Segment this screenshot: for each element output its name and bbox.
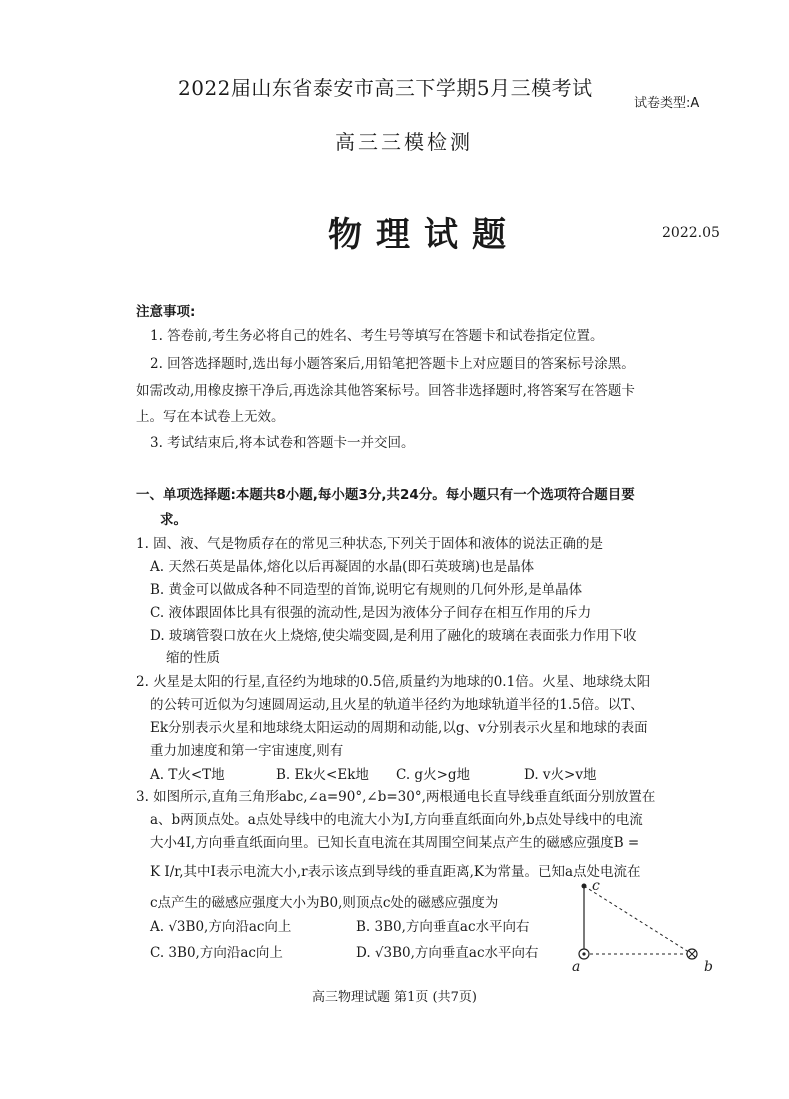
q3-option-c: C. 3B0,方向沿ac向上 <box>150 945 283 961</box>
q3-stem-line-4: K I/r,其中I表示电流大小,r表示该点到导线的垂直距离,K为常量。已知a点处电流在 <box>150 864 641 880</box>
q2-stem-line-1: 2. 火星是太阳的行星,直径约为地球的0.5倍,质量约为地球的0.1倍。火星、地球绕太阳 <box>136 674 651 690</box>
exam-subtitle: 高三三模检测 <box>335 130 473 154</box>
section-heading-line-2: 求。 <box>160 512 187 528</box>
section-heading-line-1: 一、单项选择题:本题共8小题,每小题3分,共24分。每小题只有一个选项符合题目要 <box>136 487 635 503</box>
q3-stem-line-1: 3. 如图所示,直角三角形abc,∠a=90°,∠b=30°,两根通电长直导线垂直纸面分别放置在 <box>136 789 656 805</box>
page-footer: 高三物理试题 第1页 (共7页) <box>312 990 477 1005</box>
q3-stem-line-3: 大小4I,方向垂直纸面向里。已知长直电流在其周围空间某点产生的磁感应强度B = <box>150 835 640 851</box>
q2-stem-line-2: 的公转可近似为匀速圆周运动,且火星的轨道半径约为地球轨道半径的1.5倍。以T、 <box>150 697 644 713</box>
q1-option-d-line-1: D. 玻璃管裂口放在火上烧熔,使尖端变圆,是利用了融化的玻璃在表面张力作用下收 <box>150 628 637 644</box>
exam-title: 2022届山东省泰安市高三下学期5月三模考试 <box>178 76 593 100</box>
q2-option-a: A. T火<T地 <box>150 767 225 783</box>
vertex-a-label: a <box>572 959 581 975</box>
notes-item-1: 1. 答卷前,考生务必将自己的姓名、考生号等填写在答题卡和试卷指定位置。 <box>150 328 604 344</box>
paper-type-label: 试卷类型:A <box>634 96 700 111</box>
vertex-b-label: b <box>704 959 713 975</box>
q3-stem-line-5: c点产生的磁感应强度大小为B0,则顶点c处的磁感应强度为 <box>150 895 499 911</box>
q2-stem-line-4: 重力加速度和第一宇宙速度,则有 <box>150 743 344 759</box>
subject-title: 物理试题 <box>328 215 520 255</box>
notes-item-2-line-1: 2. 回答选择题时,选出每小题答案后,用铅笔把答题卡上对应题目的答案标号涂黑。 <box>150 356 635 372</box>
current-in-icon <box>687 949 697 959</box>
q2-stem-line-3: Ek分别表示火星和地球绕太阳运动的周期和动能,以g、v分别表示火星和地球的表面 <box>150 720 648 736</box>
q3-option-b: B. 3B0,方向垂直ac水平向右 <box>356 919 530 935</box>
q1-option-d-line-2: 缩的性质 <box>166 650 220 666</box>
current-out-icon <box>579 949 589 959</box>
notes-item-2-line-2: 如需改动,用橡皮擦干净后,再选涂其他答案标号。回答非选择题时,将答案写在答题卡 <box>136 383 635 399</box>
q3-option-a: A. √3B0,方向沿ac向上 <box>150 919 292 935</box>
q1-option-a: A. 天然石英是晶体,熔化以后再凝固的水晶(即石英玻璃)也是晶体 <box>150 559 535 575</box>
q2-option-c: C. g火>g地 <box>396 767 471 783</box>
notes-heading: 注意事项: <box>136 304 196 320</box>
vertex-c-label: c <box>592 878 600 894</box>
notes-item-3: 3. 考试结束后,将本试卷和答题卡一并交回。 <box>150 435 415 451</box>
q2-option-d: D. v火>v地 <box>524 767 597 783</box>
q2-option-b: B. Ek火<Ek地 <box>276 767 369 783</box>
q3-option-d: D. √3B0,方向垂直ac水平向右 <box>356 945 539 961</box>
q1-option-c: C. 液体跟固体比具有很强的流动性,是因为液体分子间存在相互作用的斥力 <box>150 605 592 621</box>
q1-option-b: B. 黄金可以做成各种不同造型的首饰,说明它有规则的几何外形,是单晶体 <box>150 582 583 598</box>
vertex-c-dot <box>582 884 587 889</box>
q3-stem-line-2: a、b两顶点处。a点处导线中的电流大小为I,方向垂直纸面向外,b点处导线中的电流 <box>150 812 643 828</box>
exam-date: 2022.05 <box>662 225 720 241</box>
triangle-figure <box>560 872 720 982</box>
side-bc <box>584 886 692 954</box>
q1-stem: 1. 固、液、气是物质存在的常见三种状态,下列关于固体和液体的说法正确的是 <box>136 536 603 552</box>
notes-item-2-line-3: 上。写在本试卷上无效。 <box>136 409 285 425</box>
